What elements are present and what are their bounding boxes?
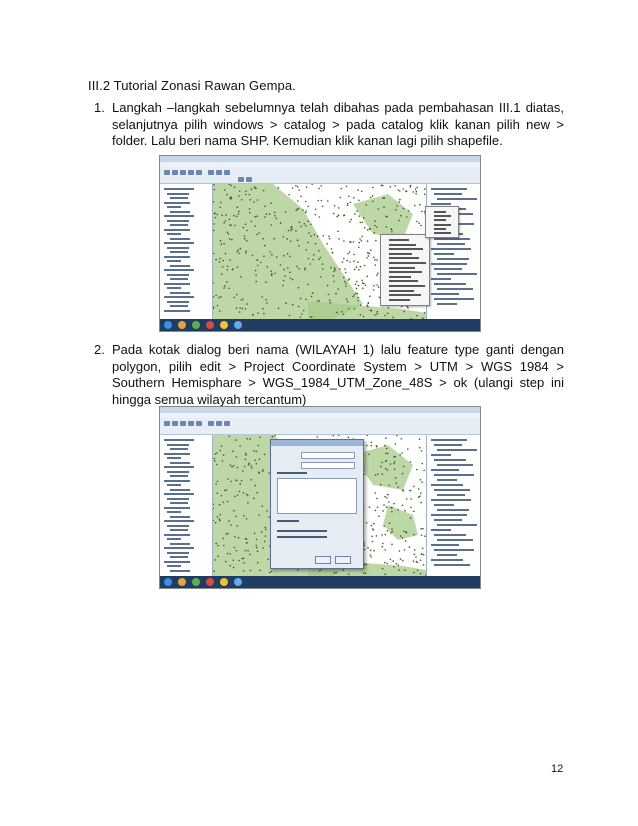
screenshot-catalog-new-shapefile bbox=[159, 155, 481, 332]
windows-taskbar bbox=[160, 576, 480, 588]
step-text-1: Langkah –langkah sebelumnya telah dibahas pada pembahasan III.1 diatas, selanjutnya pilih windows > catalog > pada catalog klik kanan pilih new > folder. Lalu beri nama SHP. Kemudian klik kanan lagi pilih shapefile. bbox=[112, 100, 564, 148]
catalog-panel bbox=[426, 184, 480, 319]
screenshot-create-new-shapefile-dialog bbox=[159, 406, 481, 589]
context-menu bbox=[380, 234, 430, 306]
toolbar bbox=[160, 418, 480, 435]
submenu-new bbox=[425, 206, 459, 238]
page-number: 12 bbox=[551, 763, 564, 775]
catalog-panel bbox=[426, 435, 480, 576]
section-heading: III.2 Tutorial Zonasi Rawan Gempa. bbox=[88, 78, 296, 93]
step-number-2: 2. bbox=[94, 342, 105, 357]
create-new-shapefile-dialog bbox=[270, 439, 364, 569]
toolbar bbox=[160, 167, 480, 184]
windows-taskbar bbox=[160, 319, 480, 331]
table-of-contents-panel bbox=[160, 184, 213, 319]
table-of-contents-panel bbox=[160, 435, 213, 576]
step-number-1: 1. bbox=[94, 100, 105, 115]
step-text-2: Pada kotak dialog beri nama (WILAYAH 1) lalu feature type ganti dengan polygon, pilih edit > Project Coordinate System > UTM > WGS 1984 > Southern Hemisphare > WGS_1984_UTM_Zone_48S > ok (ulangi step ini hingga semua wilayah tercantum) bbox=[112, 342, 564, 407]
